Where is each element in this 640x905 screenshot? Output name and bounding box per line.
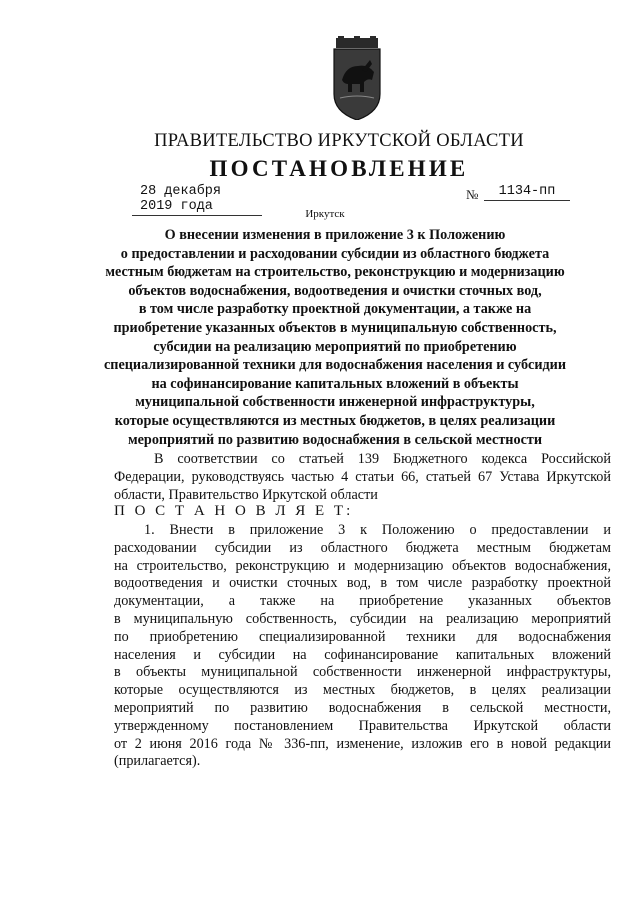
subject-line: о предоставлении и расходовании субсидии из областного бюджета <box>120 245 550 262</box>
document-subject <box>96 226 574 449</box>
item-line: водоотведения и очистки сточных вод, в том числе разработку проектной <box>114 575 611 592</box>
item-line: в муниципальную собственность, субсидии на реализацию мероприятий <box>114 610 611 627</box>
subject-line: субсидии на реализацию мероприятий по приобретению <box>153 338 517 355</box>
item-line: по приобретению специализированной техники для водоснабжения <box>114 628 611 645</box>
item-line: от 2 июня 2016 года № 336-пп, изменение, изложив его в новой редакции <box>114 735 611 752</box>
item-line: на строительство, реконструкцию и модернизацию объектов водоснабжения, <box>114 557 611 574</box>
item-line: (прилагается). <box>114 753 201 770</box>
subject-line: приобретение указанных объектов в муниципальную собственность, <box>113 319 557 336</box>
government-title: ПРАВИТЕЛЬСТВО ИРКУТСКОЙ ОБЛАСТИ <box>154 131 524 151</box>
item-line: утвержденному постановлением Правительства Иркутской области <box>114 717 611 734</box>
item-line: населения и субсидии на софинансирование капитальных вложений <box>114 646 611 663</box>
item-line: расходовании субсидии из областного бюджета местным бюджетам <box>114 539 611 556</box>
subject-line: специализированной техники для водоснабжения населения и субсидии <box>103 357 567 374</box>
item-line: в объекты муниципальной собственности инженерной инфраструктуры, <box>114 664 611 681</box>
preamble-line: Федерации, руководствуясь частью 4 статьи 66, статьей 67 Устава Иркутской <box>114 468 611 485</box>
irkutsk-coat-of-arms-icon <box>328 36 386 120</box>
item-1-paragraph <box>114 522 611 771</box>
item-line: 1. Внести в приложение 3 к Положению о предоставлении и <box>144 522 611 538</box>
preamble-line: области, Правительство Иркутской области <box>114 486 378 503</box>
city-label: Иркутск <box>305 208 345 220</box>
item-line: которые осуществляются из местных бюджетов, в целях реализации <box>114 682 611 699</box>
document-number: 1134-пп <box>484 184 570 201</box>
subject-line: которые осуществляются из местных бюджетов, в целях реализации <box>114 412 556 429</box>
subject-line: местным бюджетам на строительство, реконструкцию и модернизацию <box>105 264 565 281</box>
subject-line: мероприятий по развитию водоснабжения в сельской местности <box>127 431 543 448</box>
subject-line: на софинансирование капитальных вложений в объекты <box>151 375 519 392</box>
item-line: мероприятий по развитию водоснабжения в сельской местности, <box>114 699 611 716</box>
subject-line: объектов водоснабжения, водоотведения и очистки сточных вод, <box>128 282 542 299</box>
subject-line: муниципальной собственности инженерной инфраструктуры, <box>135 394 535 411</box>
item-line: документации, а также на приобретение указанных объектов <box>114 593 611 610</box>
document-type-title: ПОСТАНОВЛЕНИЕ <box>209 156 469 181</box>
subject-line: в том числе разработку проектной документации, а также на <box>138 301 532 318</box>
document-date: 28 декабря 2019 года <box>132 184 262 216</box>
preamble-paragraph <box>114 451 611 504</box>
subject-line: О внесении изменения в приложение 3 к Положению <box>164 227 506 243</box>
number-sign: № <box>466 187 479 202</box>
resolves-heading: П О С Т А Н О В Л Я Е Т: <box>114 503 354 519</box>
preamble-line: В соответствии со статьей 139 Бюджетного кодекса Российской <box>154 451 611 467</box>
